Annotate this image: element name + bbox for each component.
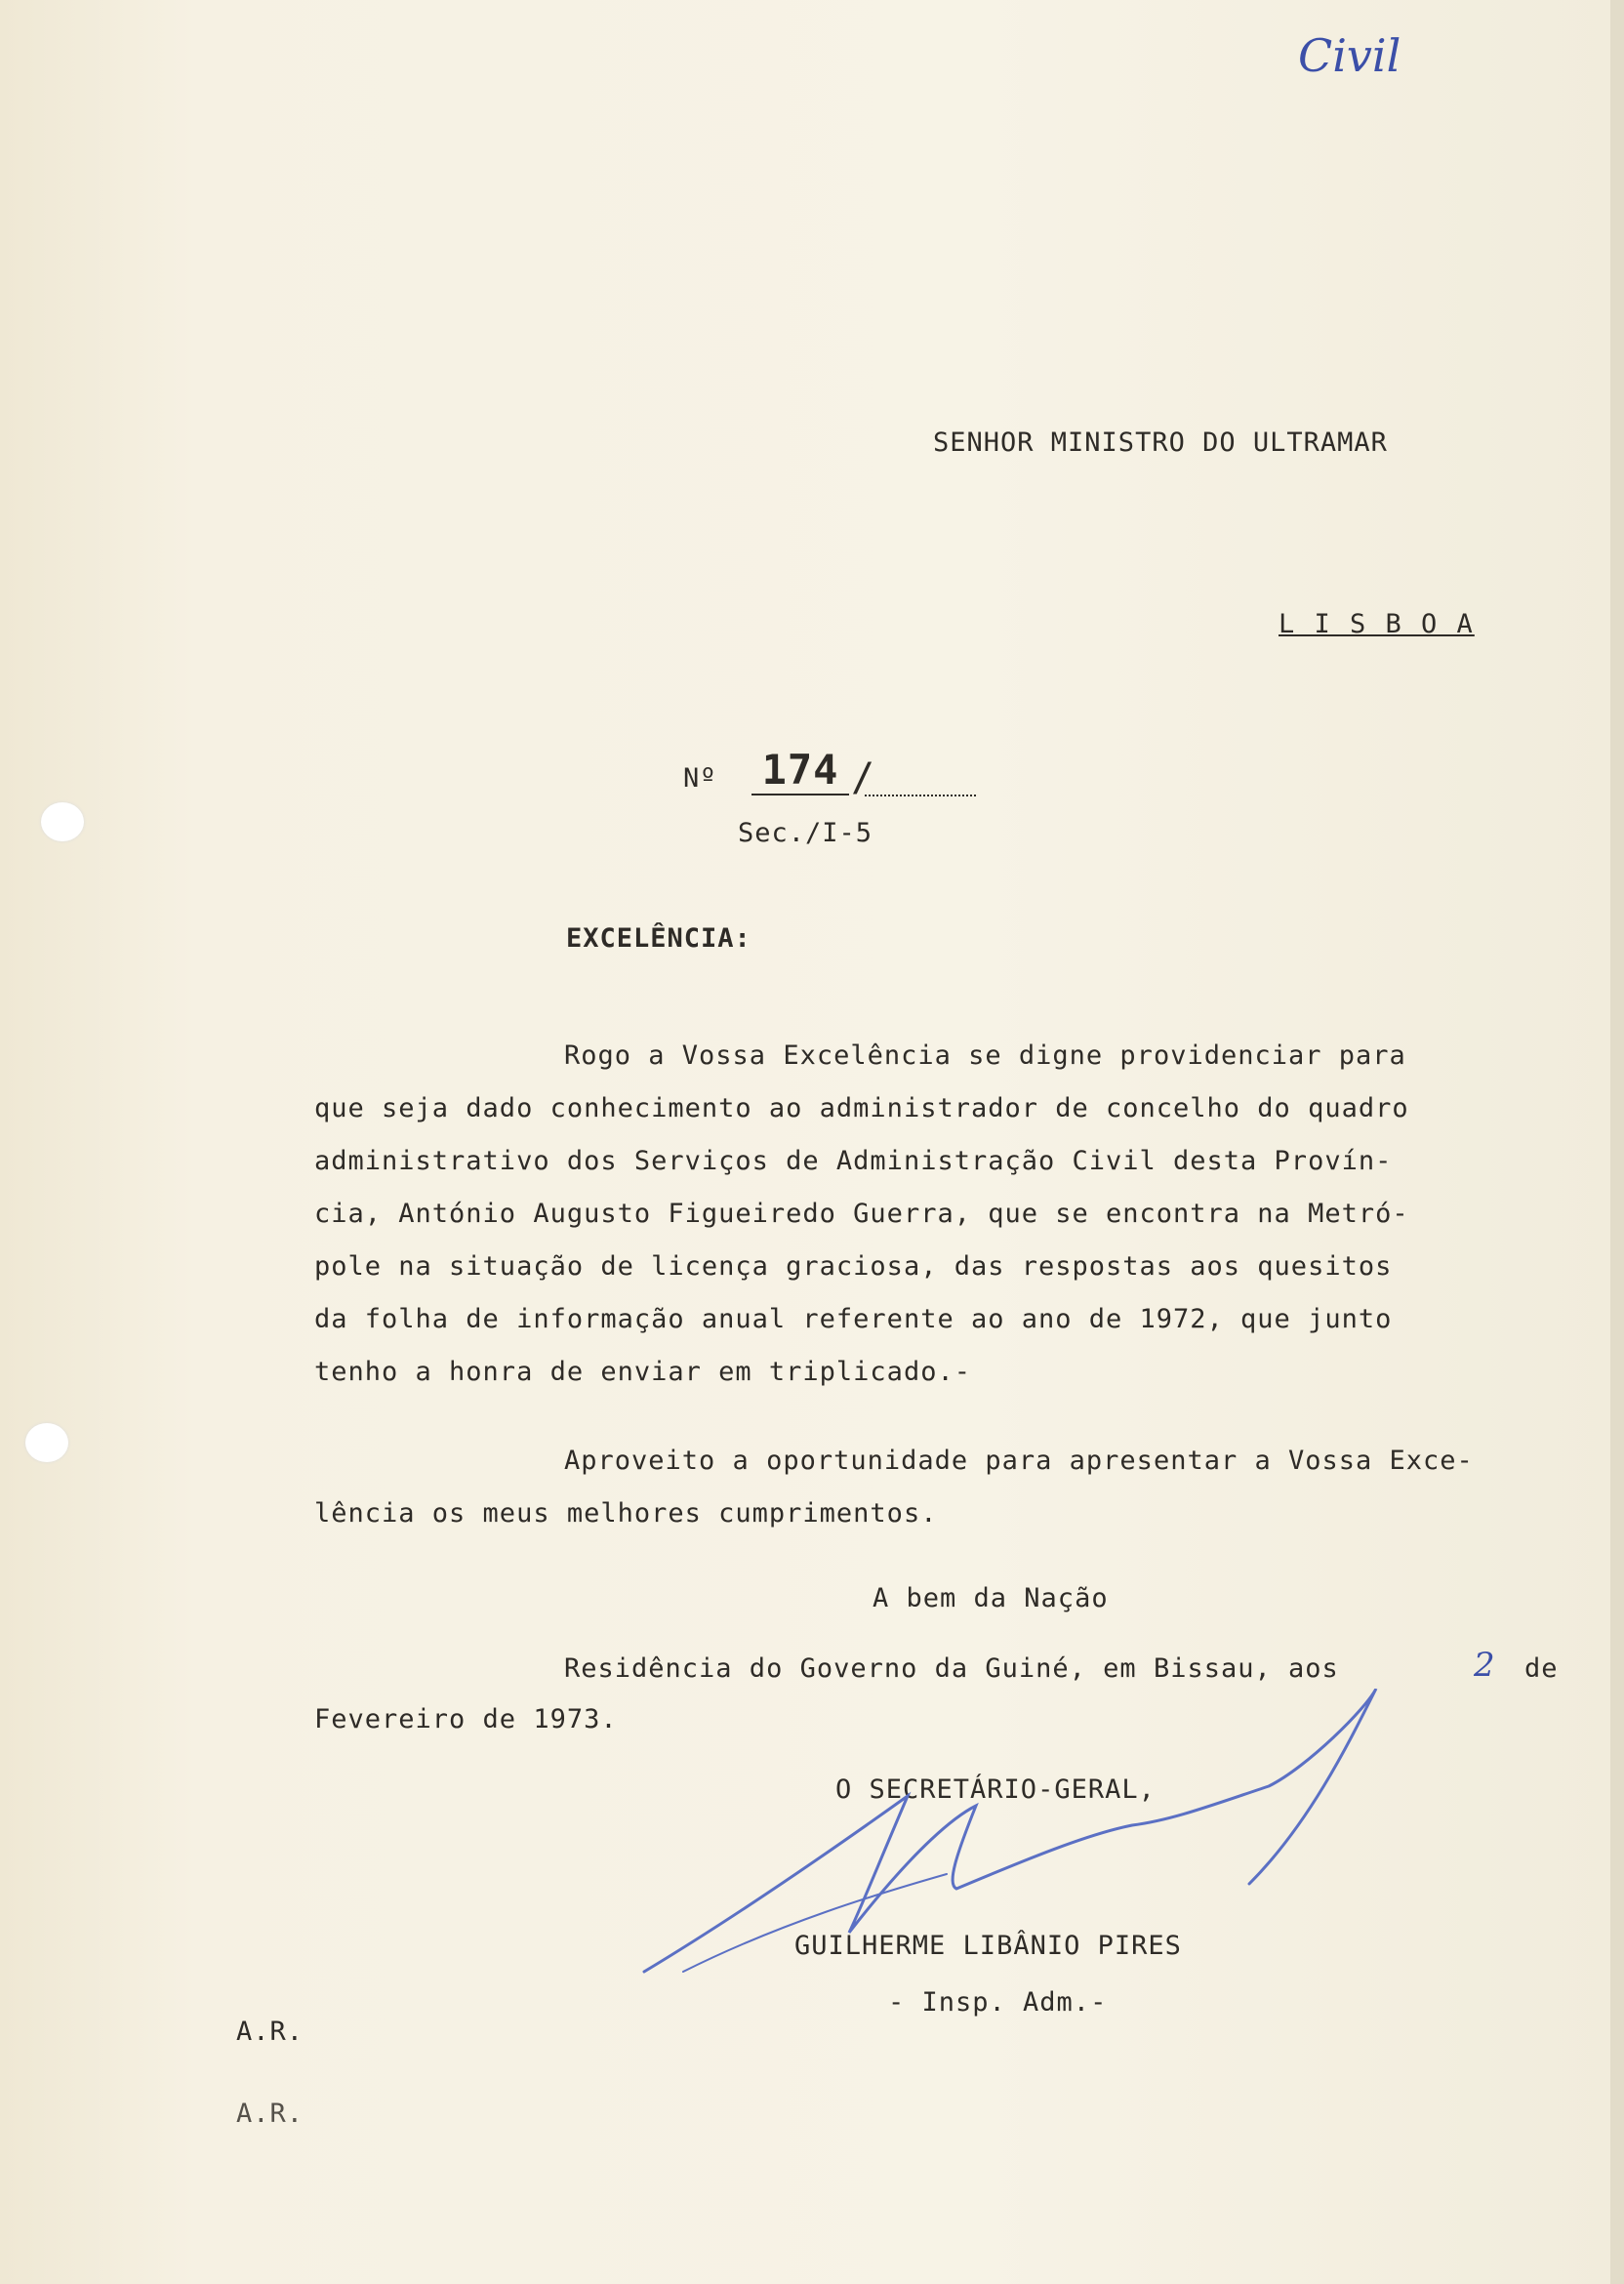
signatory-role: - Insp. Adm.- [888, 1987, 1108, 2018]
body-line: lência os meus melhores cumprimentos. [314, 1498, 938, 1529]
body-line: cia, António Augusto Figueiredo Guerra, que se encontra na Metró- [314, 1199, 1409, 1229]
document-number: 174 [751, 746, 849, 795]
ar-mark-1: A.R. [236, 2017, 304, 2047]
body-line: Rogo a Vossa Excelência se digne providenciar para [564, 1040, 1406, 1071]
place-date-de: de [1524, 1653, 1559, 1684]
handwritten-day: 2 [1474, 1646, 1495, 1685]
body-paragraph-2 [314, 1435, 1573, 1540]
punch-hole-top [41, 802, 84, 841]
handwritten-annotation: Civil [1298, 29, 1401, 82]
place-date-line-2: Fevereiro de 1973. [314, 1704, 618, 1734]
city: L I S B O A [1279, 609, 1475, 639]
number-slash: / [851, 755, 876, 800]
addressee: SENHOR MINISTRO DO ULTRAMAR [933, 428, 1388, 458]
section-code: Sec./I-5 [738, 818, 873, 848]
salutation: EXCELÊNCIA: [566, 923, 751, 954]
body-line: Aproveito a oportunidade para apresentar a Vossa Exce- [564, 1446, 1474, 1476]
body-line: administrativo dos Serviços de Administração Civil desta Provín- [314, 1146, 1393, 1176]
number-blank-line [865, 795, 976, 796]
body-line: pole na situação de licença graciosa, das respostas aos quesitos [314, 1251, 1393, 1282]
closing-formula: A bem da Nação [873, 1583, 1109, 1613]
body-line: que seja dado conhecimento ao administrador de concelho do quadro [314, 1093, 1409, 1123]
punch-hole-bottom [25, 1423, 68, 1462]
paper-edge [1610, 0, 1624, 2284]
signatory-title: O SECRETÁRIO-GERAL, [835, 1774, 1156, 1805]
body-line: da folha de informação anual referente ao ano de 1972, que junto [314, 1304, 1393, 1334]
signatory-name: GUILHERME LIBÂNIO PIRES [794, 1931, 1182, 1961]
number-label: Nº [683, 763, 717, 794]
body-paragraph-1 [314, 1030, 1573, 1399]
ar-mark-2: A.R. [236, 2099, 304, 2129]
place-date-line-1: Residência do Governo da Guiné, em Bissau, aos [564, 1653, 1339, 1684]
body-line: tenho a honra de enviar em triplicado.- [314, 1357, 971, 1387]
